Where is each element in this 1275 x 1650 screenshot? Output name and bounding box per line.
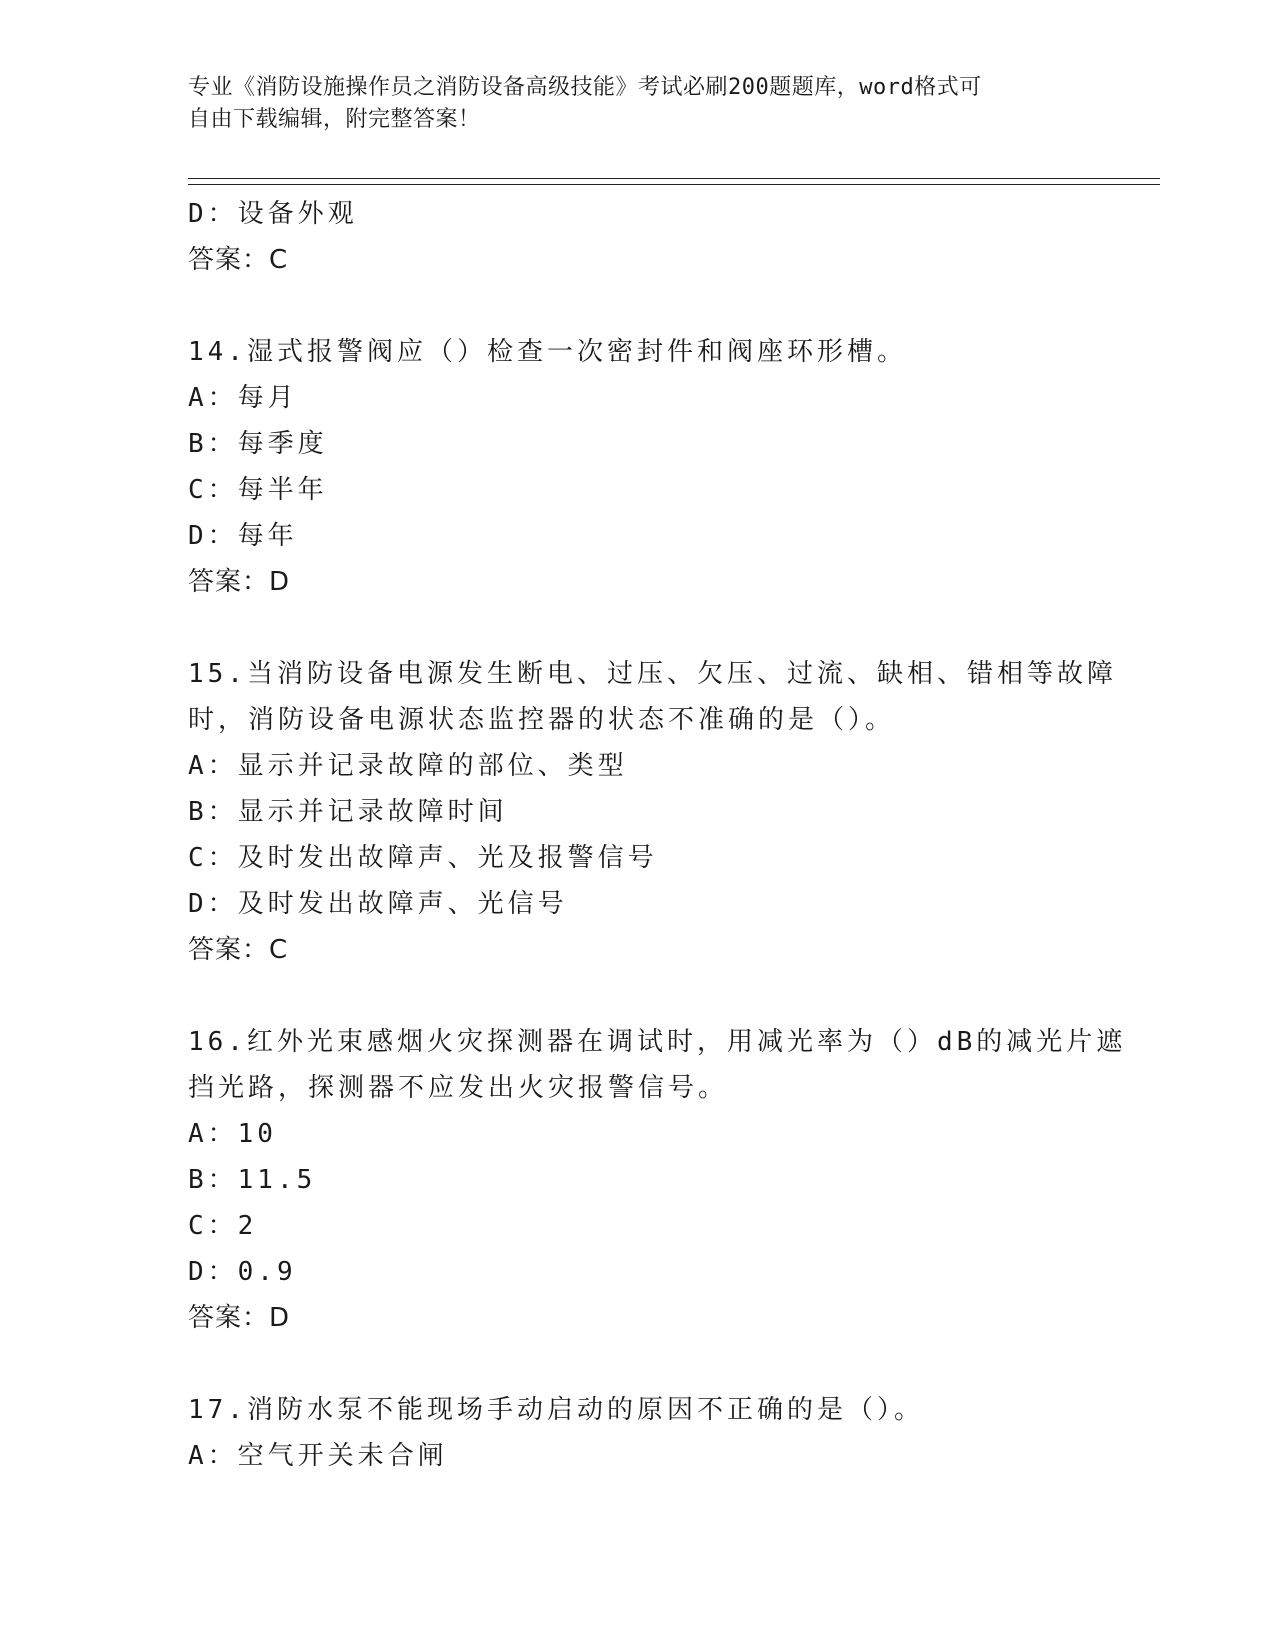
option-c: C：每半年 [188,475,328,505]
question-13-tail [188,191,1088,283]
option-a: A：空气开关未合闸 [188,1441,448,1471]
question-stem-line: 17.消防水泵不能现场手动启动的原因不正确的是（）。 [188,1395,924,1425]
header-divider-top [188,178,1160,179]
option-a: A：每月 [188,383,298,413]
document-header [188,72,1088,136]
spacer [188,605,1088,651]
question-16 [188,1019,1127,1341]
answer: 答案：C [188,935,289,965]
question-14 [188,329,1088,605]
question-stem-line: 时，消防设备电源状态监控器的状态不准确的是（）。 [188,705,896,735]
spacer [188,1341,1088,1387]
option-c: C：及时发出故障声、光及报警信号 [188,843,658,873]
option-d: D：及时发出故障声、光信号 [188,889,568,919]
question-15 [188,651,1117,973]
question-stem-line: 16.红外光束感烟火灾探测器在调试时，用减光率为（）dB的减光片遮 [188,1027,1127,1057]
header-line-1: 专业《消防设施操作员之消防设备高级技能》考试必刷200题题库，word格式可 [188,75,982,100]
option-b: B：显示并记录故障时间 [188,797,508,827]
option-d: D：0.9 [188,1257,297,1287]
question-stem-line: 15.当消防设备电源发生断电、过压、欠压、过流、缺相、错相等故障 [188,659,1117,689]
answer: 答案：D [188,1303,291,1333]
option-d: D：每年 [188,521,298,551]
option-a: A：10 [188,1119,277,1149]
answer: 答案：D [188,567,291,597]
option-c: C：2 [188,1211,258,1241]
spacer [188,283,1088,329]
header-line-2: 自由下载编辑，附完整答案！ [188,107,481,132]
answer: 答案：C [188,245,289,275]
option-b: B：11.5 [188,1165,317,1195]
header-divider-bottom [188,184,1160,185]
question-17 [188,1387,1088,1479]
question-stem-line: 14.湿式报警阀应（）检查一次密封件和阀座环形槽。 [188,337,907,367]
option-b: B：每季度 [188,429,328,459]
option-a: A：显示并记录故障的部位、类型 [188,751,628,781]
question-list [188,191,1127,1479]
question-stem-line: 挡光路，探测器不应发出火灾报警信号。 [188,1073,729,1103]
spacer [188,973,1088,1019]
option-d: D：设备外观 [188,199,358,229]
